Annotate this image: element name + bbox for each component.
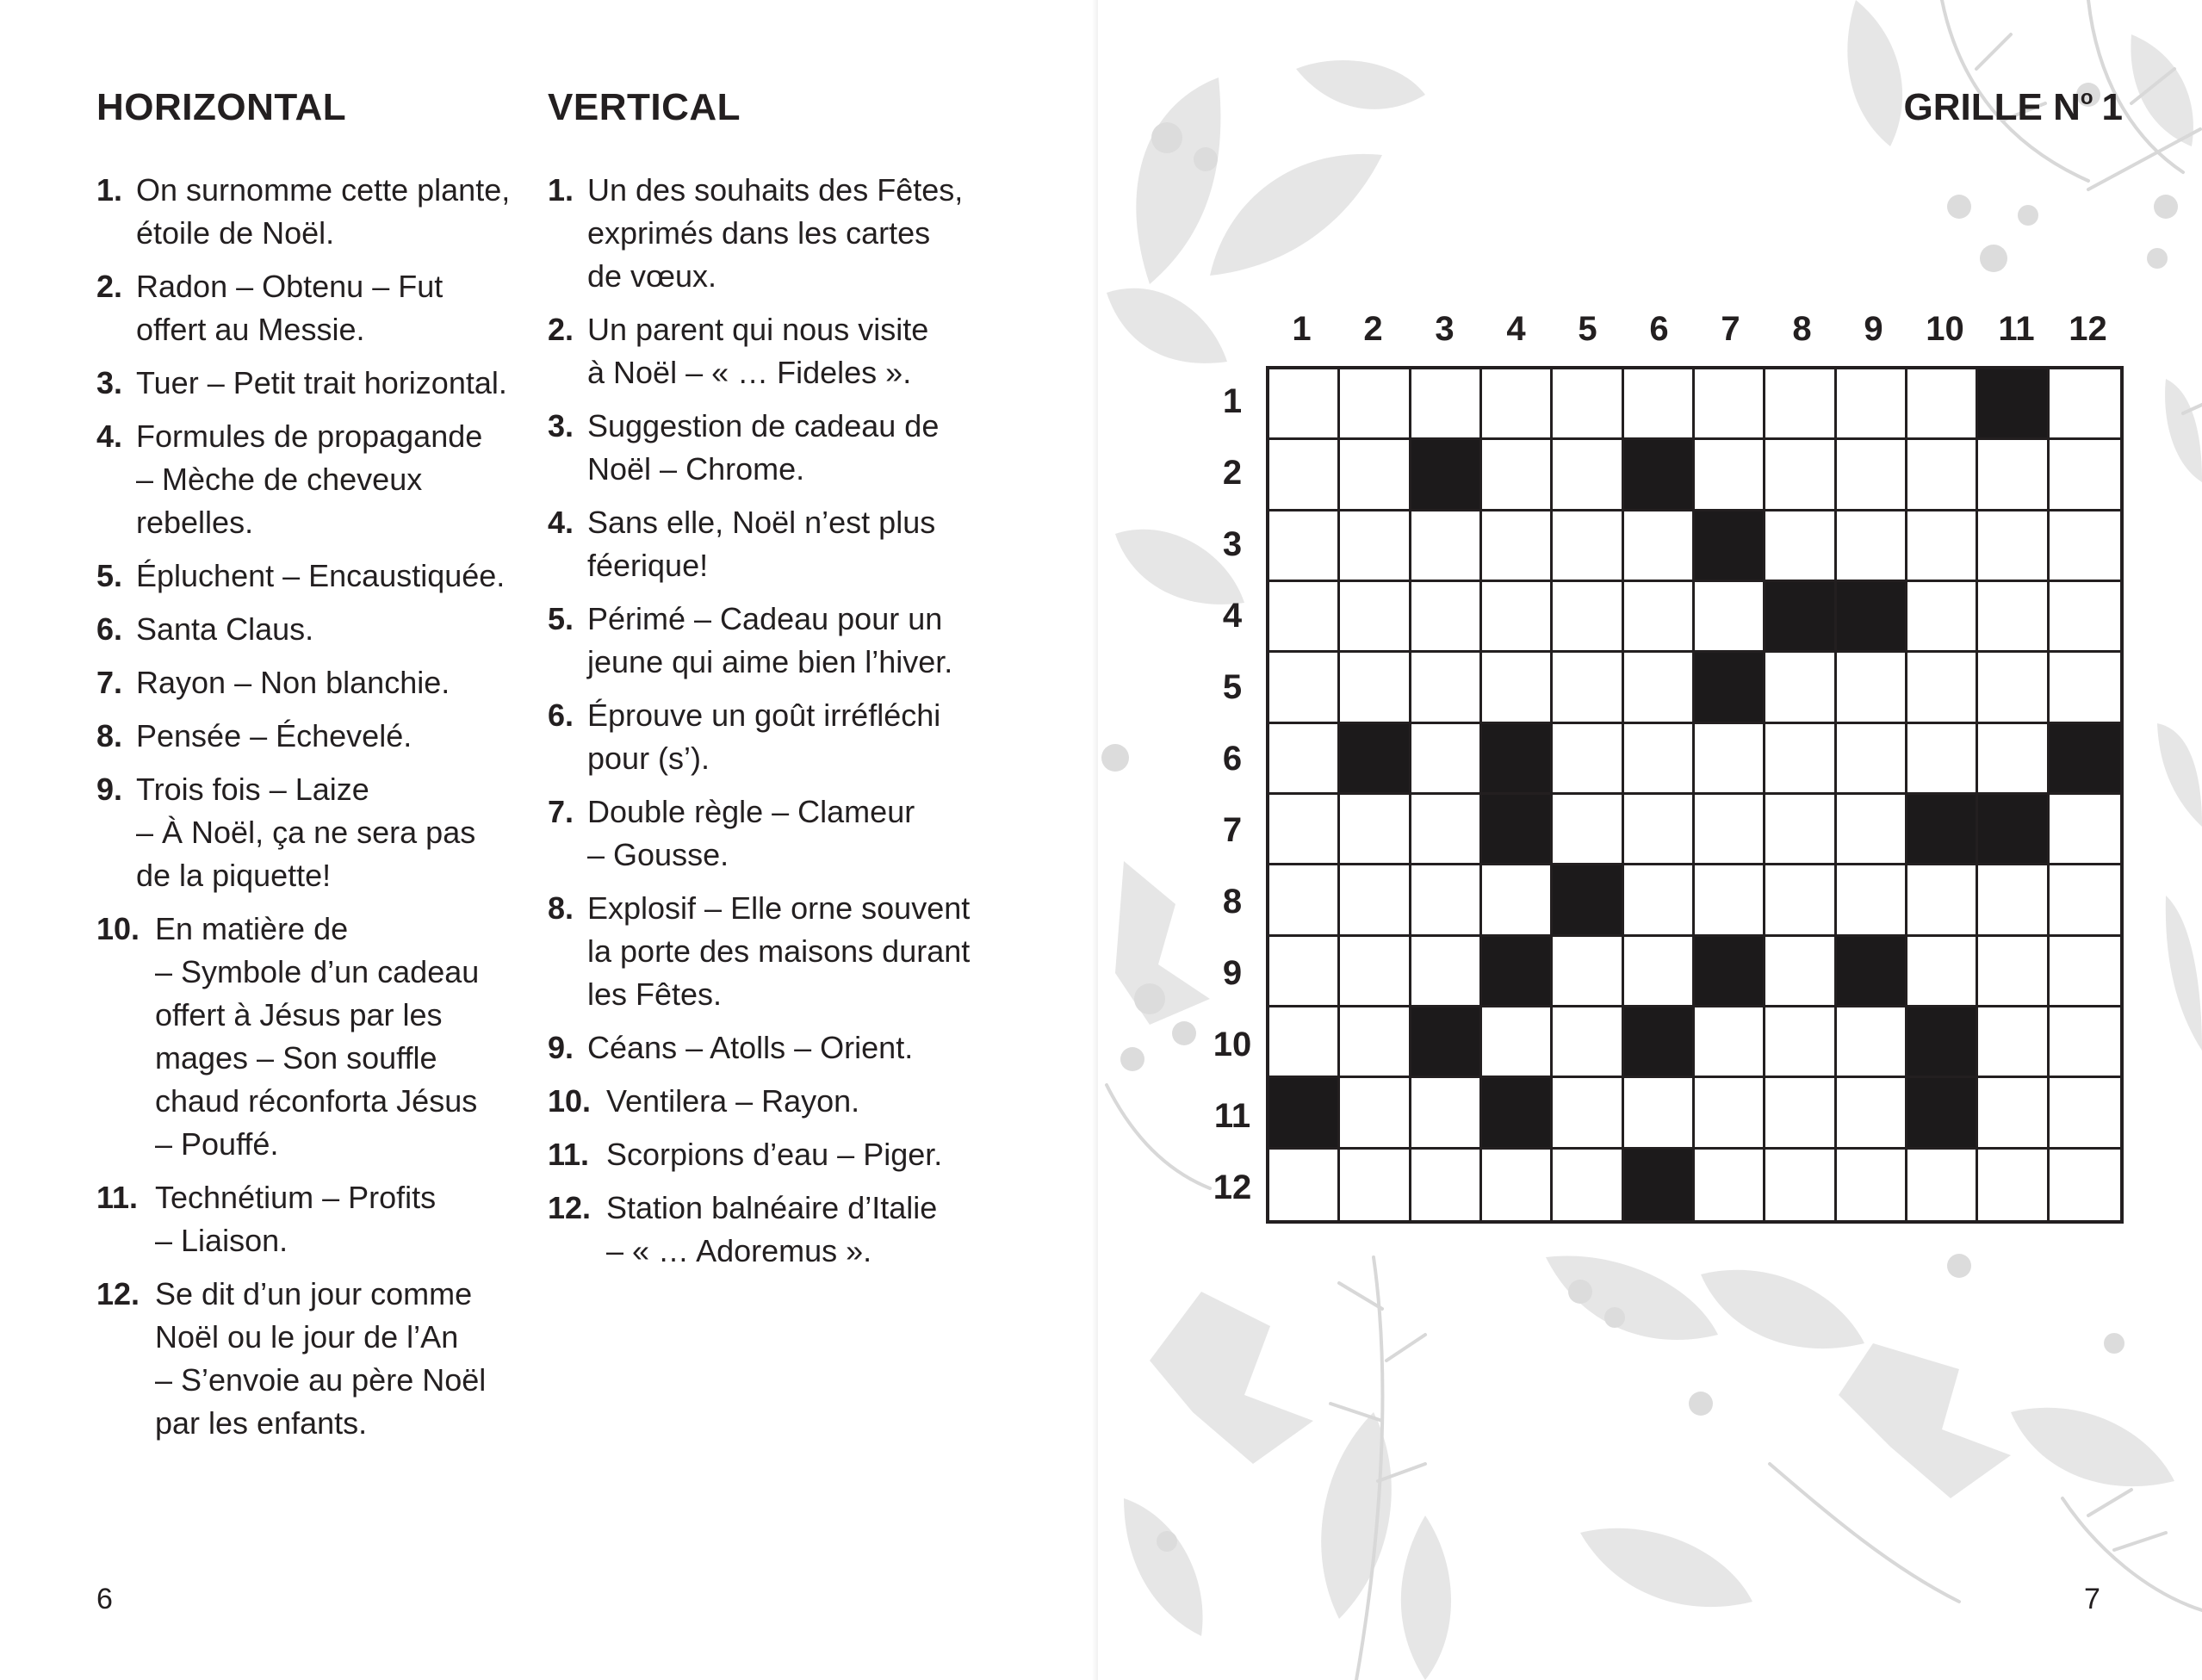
row-label-11: 11 bbox=[1213, 1097, 1251, 1135]
row-label-1: 1 bbox=[1222, 382, 1243, 420]
white-cell-r6-c5[interactable] bbox=[1553, 724, 1623, 795]
horizontal-clue-number: 7. bbox=[96, 665, 123, 700]
white-cell-r9-c10[interactable] bbox=[1907, 937, 1978, 1007]
white-cell-r4-c5[interactable] bbox=[1553, 582, 1623, 653]
white-cell-r10-c11[interactable] bbox=[1978, 1007, 2049, 1078]
white-cell-r12-c4[interactable] bbox=[1482, 1150, 1553, 1220]
vertical-clue-number: 4. bbox=[548, 505, 574, 540]
white-cell-r2-c9[interactable] bbox=[1837, 440, 1907, 511]
horizontal-clue-list bbox=[96, 169, 527, 1455]
black-cell-r4-c8 bbox=[1765, 582, 1836, 653]
white-cell-r3-c9[interactable] bbox=[1837, 511, 1907, 582]
horizontal-clue-number: 12. bbox=[96, 1276, 140, 1311]
white-cell-r4-c1[interactable] bbox=[1269, 582, 1340, 653]
white-cell-r5-c9[interactable] bbox=[1837, 653, 1907, 723]
vertical-clue-text: Éprouve un goût irréfléchi pour (s’). bbox=[587, 697, 941, 776]
white-cell-r10-c4[interactable] bbox=[1482, 1007, 1553, 1078]
white-cell-r4-c3[interactable] bbox=[1411, 582, 1482, 653]
white-cell-r6-c10[interactable] bbox=[1907, 724, 1978, 795]
white-cell-r2-c5[interactable] bbox=[1553, 440, 1623, 511]
black-cell-r11-c4 bbox=[1482, 1078, 1553, 1149]
white-cell-r6-c6[interactable] bbox=[1624, 724, 1695, 795]
white-cell-r3-c1[interactable] bbox=[1269, 511, 1340, 582]
vertical-clue-8 bbox=[548, 887, 996, 1016]
horizontal-clue-number: 4. bbox=[96, 418, 123, 454]
white-cell-r1-c1[interactable] bbox=[1269, 369, 1340, 440]
white-cell-r7-c2[interactable] bbox=[1340, 795, 1411, 865]
row-label-9: 9 bbox=[1222, 954, 1243, 992]
white-cell-r12-c7[interactable] bbox=[1695, 1150, 1765, 1220]
horizontal-clue-11 bbox=[96, 1176, 527, 1262]
horizontal-clue-number: 3. bbox=[96, 365, 123, 400]
horizontal-clue-number: 11. bbox=[96, 1180, 139, 1215]
white-cell-r9-c1[interactable] bbox=[1269, 937, 1340, 1007]
white-cell-r7-c6[interactable] bbox=[1624, 795, 1695, 865]
column-label-5: 5 bbox=[1578, 310, 1597, 348]
white-cell-r5-c5[interactable] bbox=[1553, 653, 1623, 723]
horizontal-clue-number: 6. bbox=[96, 611, 123, 647]
horizontal-clue-9 bbox=[96, 768, 527, 897]
black-cell-r11-c10 bbox=[1907, 1078, 1978, 1149]
white-cell-r6-c8[interactable] bbox=[1765, 724, 1836, 795]
white-cell-r7-c3[interactable] bbox=[1411, 795, 1482, 865]
page-number-right: 7 bbox=[2084, 1583, 2100, 1615]
horizontal-clue-number: 2. bbox=[96, 269, 123, 304]
white-cell-r2-c12[interactable] bbox=[2050, 440, 2120, 511]
horizontal-clue-12 bbox=[96, 1273, 527, 1445]
horizontal-clue-7 bbox=[96, 661, 527, 704]
white-cell-r2-c7[interactable] bbox=[1695, 440, 1765, 511]
white-cell-r3-c4[interactable] bbox=[1482, 511, 1553, 582]
white-cell-r8-c12[interactable] bbox=[2050, 865, 2120, 936]
vertical-clue-number: 8. bbox=[548, 890, 574, 926]
white-cell-r5-c8[interactable] bbox=[1765, 653, 1836, 723]
horizontal-clue-number: 5. bbox=[96, 558, 123, 593]
white-cell-r1-c4[interactable] bbox=[1482, 369, 1553, 440]
vertical-clue-text: Ventilera – Rayon. bbox=[606, 1083, 860, 1119]
horizontal-clue-8 bbox=[96, 715, 527, 758]
vertical-clue-11 bbox=[548, 1133, 996, 1176]
white-cell-r2-c10[interactable] bbox=[1907, 440, 1978, 511]
white-cell-r8-c7[interactable] bbox=[1695, 865, 1765, 936]
black-cell-r12-c6 bbox=[1624, 1150, 1695, 1220]
white-cell-r7-c12[interactable] bbox=[2050, 795, 2120, 865]
white-cell-r9-c12[interactable] bbox=[2050, 937, 2120, 1007]
vertical-clue-text: Périmé – Cadeau pour un jeune qui aime bien l’hiver. bbox=[587, 601, 953, 679]
white-cell-r11-c5[interactable] bbox=[1553, 1078, 1623, 1149]
white-cell-r7-c9[interactable] bbox=[1837, 795, 1907, 865]
white-cell-r9-c2[interactable] bbox=[1340, 937, 1411, 1007]
vertical-clue-number: 11. bbox=[548, 1137, 590, 1172]
vertical-clue-1 bbox=[548, 169, 996, 298]
column-label-1: 1 bbox=[1292, 310, 1312, 348]
white-cell-r11-c9[interactable] bbox=[1837, 1078, 1907, 1149]
horizontal-clue-1 bbox=[96, 169, 527, 255]
white-cell-r11-c12[interactable] bbox=[2050, 1078, 2120, 1149]
column-label-11: 11 bbox=[1998, 310, 2035, 348]
horizontal-clue-text: Rayon – Non blanchie. bbox=[136, 665, 450, 700]
white-cell-r8-c11[interactable] bbox=[1978, 865, 2049, 936]
white-cell-r5-c2[interactable] bbox=[1340, 653, 1411, 723]
horizontal-clue-6 bbox=[96, 608, 527, 651]
column-label-8: 8 bbox=[1792, 310, 1812, 348]
horizontal-clue-4 bbox=[96, 415, 527, 544]
horizontal-clue-text: Trois fois – Laize – À Noël, ça ne sera pas de la piquette! bbox=[136, 772, 476, 893]
horizontal-clue-text: Pensée – Échevelé. bbox=[136, 718, 412, 753]
black-cell-r10-c3 bbox=[1411, 1007, 1482, 1078]
black-cell-r7-c4 bbox=[1482, 795, 1553, 865]
white-cell-r4-c11[interactable] bbox=[1978, 582, 2049, 653]
column-label-3: 3 bbox=[1435, 310, 1455, 348]
vertical-clue-5 bbox=[548, 598, 996, 684]
vertical-clue-number: 2. bbox=[548, 312, 574, 347]
white-cell-r8-c8[interactable] bbox=[1765, 865, 1836, 936]
white-cell-r11-c8[interactable] bbox=[1765, 1078, 1836, 1149]
row-label-3: 3 bbox=[1222, 525, 1243, 563]
horizontal-clue-text: Se dit d’un jour comme Noël ou le jour de l’An – S’envoie au père Noël par les enfants. bbox=[155, 1276, 487, 1441]
white-cell-r3-c2[interactable] bbox=[1340, 511, 1411, 582]
white-cell-r3-c12[interactable] bbox=[2050, 511, 2120, 582]
black-cell-r1-c11 bbox=[1978, 369, 2049, 440]
white-cell-r12-c11[interactable] bbox=[1978, 1150, 2049, 1220]
white-cell-r1-c10[interactable] bbox=[1907, 369, 1978, 440]
vertical-clue-number: 6. bbox=[548, 697, 574, 733]
white-cell-r9-c5[interactable] bbox=[1553, 937, 1623, 1007]
black-cell-r2-c6 bbox=[1624, 440, 1695, 511]
white-cell-r9-c11[interactable] bbox=[1978, 937, 2049, 1007]
black-cell-r9-c4 bbox=[1482, 937, 1553, 1007]
row-label-4: 4 bbox=[1222, 597, 1243, 635]
column-labels bbox=[1266, 310, 2124, 353]
white-cell-r3-c5[interactable] bbox=[1553, 511, 1623, 582]
white-cell-r4-c2[interactable] bbox=[1340, 582, 1411, 653]
horizontal-clue-5 bbox=[96, 555, 527, 598]
white-cell-r2-c2[interactable] bbox=[1340, 440, 1411, 511]
white-cell-r5-c1[interactable] bbox=[1269, 653, 1340, 723]
white-cell-r7-c1[interactable] bbox=[1269, 795, 1340, 865]
black-cell-r10-c6 bbox=[1624, 1007, 1695, 1078]
black-cell-r9-c7 bbox=[1695, 937, 1765, 1007]
horizontal-clue-text: Technétium – Profits – Liaison. bbox=[155, 1180, 437, 1258]
black-cell-r3-c7 bbox=[1695, 511, 1765, 582]
white-cell-r12-c10[interactable] bbox=[1907, 1150, 1978, 1220]
white-cell-r5-c12[interactable] bbox=[2050, 653, 2120, 723]
white-cell-r8-c6[interactable] bbox=[1624, 865, 1695, 936]
black-cell-r6-c4 bbox=[1482, 724, 1553, 795]
grid-title bbox=[1904, 86, 2123, 129]
vertical-clue-number: 3. bbox=[548, 408, 574, 443]
white-cell-r1-c2[interactable] bbox=[1340, 369, 1411, 440]
column-label-2: 2 bbox=[1363, 310, 1383, 348]
white-cell-r10-c9[interactable] bbox=[1837, 1007, 1907, 1078]
white-cell-r5-c10[interactable] bbox=[1907, 653, 1978, 723]
white-cell-r1-c6[interactable] bbox=[1624, 369, 1695, 440]
vertical-clue-text: Céans – Atolls – Orient. bbox=[587, 1030, 914, 1065]
vertical-clue-text: Un des souhaits des Fêtes, exprimés dans les cartes de vœux. bbox=[587, 172, 964, 294]
white-cell-r1-c5[interactable] bbox=[1553, 369, 1623, 440]
horizontal-heading: HORIZONTAL bbox=[96, 86, 347, 128]
white-cell-r3-c10[interactable] bbox=[1907, 511, 1978, 582]
vertical-clue-text: Scorpions d’eau – Piger. bbox=[606, 1137, 943, 1172]
horizontal-clue-text: Formules de propagande – Mèche de cheveux rebelles. bbox=[136, 418, 483, 540]
white-cell-r2-c1[interactable] bbox=[1269, 440, 1340, 511]
white-cell-r1-c12[interactable] bbox=[2050, 369, 2120, 440]
white-cell-r3-c11[interactable] bbox=[1978, 511, 2049, 582]
white-cell-r12-c12[interactable] bbox=[2050, 1150, 2120, 1220]
vertical-clue-list bbox=[548, 169, 996, 1283]
white-cell-r11-c11[interactable] bbox=[1978, 1078, 2049, 1149]
white-cell-r1-c3[interactable] bbox=[1411, 369, 1482, 440]
row-label-2: 2 bbox=[1222, 454, 1243, 492]
white-cell-r9-c8[interactable] bbox=[1765, 937, 1836, 1007]
white-cell-r3-c3[interactable] bbox=[1411, 511, 1482, 582]
white-cell-r10-c7[interactable] bbox=[1695, 1007, 1765, 1078]
horizontal-clue-2 bbox=[96, 265, 527, 351]
black-cell-r11-c1 bbox=[1269, 1078, 1340, 1149]
white-cell-r4-c10[interactable] bbox=[1907, 582, 1978, 653]
row-label-7: 7 bbox=[1222, 811, 1243, 849]
white-cell-r3-c6[interactable] bbox=[1624, 511, 1695, 582]
horizontal-clue-text: Tuer – Petit trait horizontal. bbox=[136, 365, 507, 400]
horizontal-clue-text: Radon – Obtenu – Fut offert au Messie. bbox=[136, 269, 444, 347]
black-cell-r10-c10 bbox=[1907, 1007, 1978, 1078]
white-cell-r1-c8[interactable] bbox=[1765, 369, 1836, 440]
vertical-clue-text: Station balnéaire d’Italie – « … Adoremus ». bbox=[606, 1190, 938, 1268]
white-cell-r6-c3[interactable] bbox=[1411, 724, 1482, 795]
white-cell-r1-c7[interactable] bbox=[1695, 369, 1765, 440]
vertical-clue-number: 12. bbox=[548, 1190, 592, 1225]
horizontal-clue-text: Épluchent – Encaustiquée. bbox=[136, 558, 506, 593]
white-cell-r11-c6[interactable] bbox=[1624, 1078, 1695, 1149]
white-cell-r2-c11[interactable] bbox=[1978, 440, 2049, 511]
white-cell-r5-c4[interactable] bbox=[1482, 653, 1553, 723]
white-cell-r4-c4[interactable] bbox=[1482, 582, 1553, 653]
white-cell-r12-c1[interactable] bbox=[1269, 1150, 1340, 1220]
vertical-clue-number: 7. bbox=[548, 794, 574, 829]
white-cell-r12-c9[interactable] bbox=[1837, 1150, 1907, 1220]
column-label-12: 12 bbox=[2069, 310, 2107, 348]
white-cell-r4-c12[interactable] bbox=[2050, 582, 2120, 653]
white-cell-r2-c4[interactable] bbox=[1482, 440, 1553, 511]
vertical-clue-text: Explosif – Elle orne souvent la porte des maisons durant les Fêtes. bbox=[587, 890, 971, 1012]
white-cell-r1-c9[interactable] bbox=[1837, 369, 1907, 440]
white-cell-r6-c9[interactable] bbox=[1837, 724, 1907, 795]
white-cell-r8-c9[interactable] bbox=[1837, 865, 1907, 936]
grid-title-superscript: o bbox=[2080, 86, 2093, 109]
black-cell-r5-c7 bbox=[1695, 653, 1765, 723]
vertical-clue-9 bbox=[548, 1026, 996, 1069]
white-cell-r8-c4[interactable] bbox=[1482, 865, 1553, 936]
white-cell-r11-c3[interactable] bbox=[1411, 1078, 1482, 1149]
vertical-clue-number: 1. bbox=[548, 172, 574, 208]
column-label-10: 10 bbox=[1926, 310, 1964, 348]
horizontal-clue-10 bbox=[96, 908, 527, 1166]
white-cell-r7-c8[interactable] bbox=[1765, 795, 1836, 865]
vertical-clue-6 bbox=[548, 694, 996, 780]
white-cell-r11-c2[interactable] bbox=[1340, 1078, 1411, 1149]
black-cell-r8-c5 bbox=[1553, 865, 1623, 936]
row-labels bbox=[1202, 366, 1262, 1227]
row-label-8: 8 bbox=[1222, 883, 1243, 921]
white-cell-r4-c6[interactable] bbox=[1624, 582, 1695, 653]
white-cell-r12-c8[interactable] bbox=[1765, 1150, 1836, 1220]
row-label-10: 10 bbox=[1213, 1026, 1252, 1063]
white-cell-r11-c7[interactable] bbox=[1695, 1078, 1765, 1149]
white-cell-r10-c8[interactable] bbox=[1765, 1007, 1836, 1078]
white-cell-r9-c6[interactable] bbox=[1624, 937, 1695, 1007]
black-cell-r7-c10 bbox=[1907, 795, 1978, 865]
white-cell-r3-c8[interactable] bbox=[1765, 511, 1836, 582]
horizontal-clue-text: Santa Claus. bbox=[136, 611, 314, 647]
column-label-9: 9 bbox=[1864, 310, 1883, 348]
vertical-clue-10 bbox=[548, 1080, 996, 1123]
white-cell-r8-c1[interactable] bbox=[1269, 865, 1340, 936]
grid-title-number: 1 bbox=[2101, 86, 2123, 128]
white-cell-r6-c11[interactable] bbox=[1978, 724, 2049, 795]
white-cell-r5-c3[interactable] bbox=[1411, 653, 1482, 723]
horizontal-clue-text: On surnomme cette plante, étoile de Noël. bbox=[136, 172, 511, 251]
white-cell-r6-c1[interactable] bbox=[1269, 724, 1340, 795]
white-cell-r12-c2[interactable] bbox=[1340, 1150, 1411, 1220]
vertical-clue-text: Suggestion de cadeau de Noël – Chrome. bbox=[587, 408, 940, 487]
page-number-left: 6 bbox=[96, 1583, 113, 1615]
white-cell-r12-c3[interactable] bbox=[1411, 1150, 1482, 1220]
vertical-clue-3 bbox=[548, 405, 996, 491]
vertical-clue-number: 9. bbox=[548, 1030, 574, 1065]
black-cell-r2-c3 bbox=[1411, 440, 1482, 511]
vertical-clue-12 bbox=[548, 1187, 996, 1273]
black-cell-r4-c9 bbox=[1837, 582, 1907, 653]
vertical-clue-7 bbox=[548, 790, 996, 877]
horizontal-clue-number: 1. bbox=[96, 172, 123, 208]
vertical-clue-2 bbox=[548, 308, 996, 394]
white-cell-r8-c2[interactable] bbox=[1340, 865, 1411, 936]
white-cell-r10-c5[interactable] bbox=[1553, 1007, 1623, 1078]
row-label-6: 6 bbox=[1222, 740, 1243, 778]
column-label-4: 4 bbox=[1506, 310, 1526, 348]
vertical-clue-number: 5. bbox=[548, 601, 574, 636]
column-label-7: 7 bbox=[1721, 310, 1740, 348]
vertical-clue-4 bbox=[548, 501, 996, 587]
black-cell-r9-c9 bbox=[1837, 937, 1907, 1007]
white-cell-r6-c7[interactable] bbox=[1695, 724, 1765, 795]
white-cell-r9-c3[interactable] bbox=[1411, 937, 1482, 1007]
white-cell-r10-c2[interactable] bbox=[1340, 1007, 1411, 1078]
horizontal-clue-number: 8. bbox=[96, 718, 123, 753]
vertical-clue-text: Sans elle, Noël n’est plus féerique! bbox=[587, 505, 936, 583]
grid-title-text: GRILLE N bbox=[1903, 86, 2081, 128]
row-label-12: 12 bbox=[1213, 1169, 1252, 1206]
white-cell-r5-c11[interactable] bbox=[1978, 653, 2049, 723]
white-cell-r8-c3[interactable] bbox=[1411, 865, 1482, 936]
left-page bbox=[0, 0, 1098, 1680]
vertical-clue-text: Double règle – Clameur – Gousse. bbox=[587, 794, 915, 872]
white-cell-r7-c5[interactable] bbox=[1553, 795, 1623, 865]
horizontal-clue-text: En matière de – Symbole d’un cadeau offert à Jésus par les mages – Son souffle chaud réconforta Jésus – Pouffé. bbox=[155, 911, 480, 1162]
white-cell-r5-c6[interactable] bbox=[1624, 653, 1695, 723]
vertical-clue-number: 10. bbox=[548, 1083, 592, 1119]
column-label-6: 6 bbox=[1649, 310, 1669, 348]
black-cell-r6-c2 bbox=[1340, 724, 1411, 795]
white-cell-r8-c10[interactable] bbox=[1907, 865, 1978, 936]
vertical-clue-text: Un parent qui nous visite à Noël – « … Fideles ». bbox=[587, 312, 929, 390]
white-cell-r2-c8[interactable] bbox=[1765, 440, 1836, 511]
horizontal-clue-number: 10. bbox=[96, 911, 140, 946]
horizontal-clue-number: 9. bbox=[96, 772, 123, 807]
white-cell-r4-c7[interactable] bbox=[1695, 582, 1765, 653]
white-cell-r10-c1[interactable] bbox=[1269, 1007, 1340, 1078]
white-cell-r12-c5[interactable] bbox=[1553, 1150, 1623, 1220]
black-cell-r7-c11 bbox=[1978, 795, 2049, 865]
white-cell-r10-c12[interactable] bbox=[2050, 1007, 2120, 1078]
black-cell-r6-c12 bbox=[2050, 724, 2120, 795]
vertical-heading: VERTICAL bbox=[548, 86, 741, 128]
white-cell-r7-c7[interactable] bbox=[1695, 795, 1765, 865]
horizontal-clue-3 bbox=[96, 362, 527, 405]
crossword-grid bbox=[1266, 366, 2124, 1224]
row-label-5: 5 bbox=[1222, 668, 1243, 706]
